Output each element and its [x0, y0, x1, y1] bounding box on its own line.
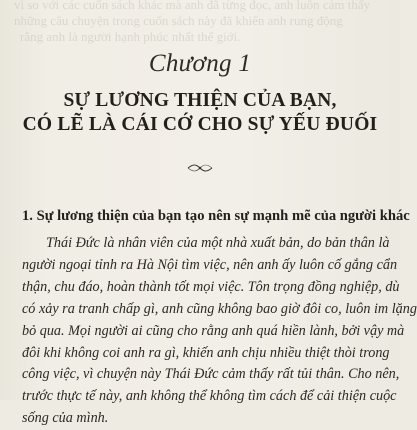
section-heading: 1. Sự lương thiện của bạn tạo nên sự mạnh mẽ của người khác — [22, 208, 410, 224]
paragraph-line: thận, chu đáo, hoàn thành tốt mọi việc. Tôn trọng đồng nghiệp, dù — [22, 278, 400, 295]
paragraph-line: người ngoại tỉnh ra Hà Nội tìm việc, nên anh ấy luôn cố gắng cẩn — [22, 256, 398, 273]
ornament-icon — [185, 162, 215, 174]
paragraph-line: sống của mình. — [22, 410, 109, 427]
bleed-through-text: những câu chuyện trong cuốn sách này đã khiến anh rung động — [14, 13, 343, 28]
paragraph-line: đôi khi không coi anh ra gì, khiến anh chịu nhiều thiệt thòi trong — [22, 344, 390, 361]
paragraph-line: Thái Đức là nhân viên của một nhà xuất bản, do bản thân là — [46, 235, 390, 251]
paragraph-line: có xảy ra tranh chấp gì, anh cũng không bao giờ đôi co, luôn im lặng — [22, 300, 417, 317]
paragraph-line: công việc, vì chuyện này Thái Đức cảm thấy rất tủi thân. Cho nên, — [22, 366, 400, 383]
bleed-through-text: vì so với các cuốn sách khác mà anh đã từng đọc, anh luôn cảm thấy — [14, 0, 371, 12]
chapter-title — [0, 89, 400, 137]
chapter-title-line: SỰ LƯƠNG THIỆN CỦA BẠN, — [63, 90, 337, 111]
paragraph-line: bỏ qua. Mọi người ai cũng cho rằng anh quá hiền lành, bởi vậy mà — [22, 322, 405, 339]
chapter-label: Chương 1 — [148, 50, 252, 77]
chapter-title-line: CÓ LẼ LÀ CÁI CỚ CHO SỰ YẾU ĐUỐI — [22, 114, 378, 135]
bleed-through-text: rằng anh là người hạnh phúc nhất thế giới. — [20, 29, 241, 44]
body-paragraph — [22, 233, 417, 430]
paragraph-line: trước thực tế này, anh không thể không tìm cách để cải thiện cuộc — [22, 388, 397, 405]
